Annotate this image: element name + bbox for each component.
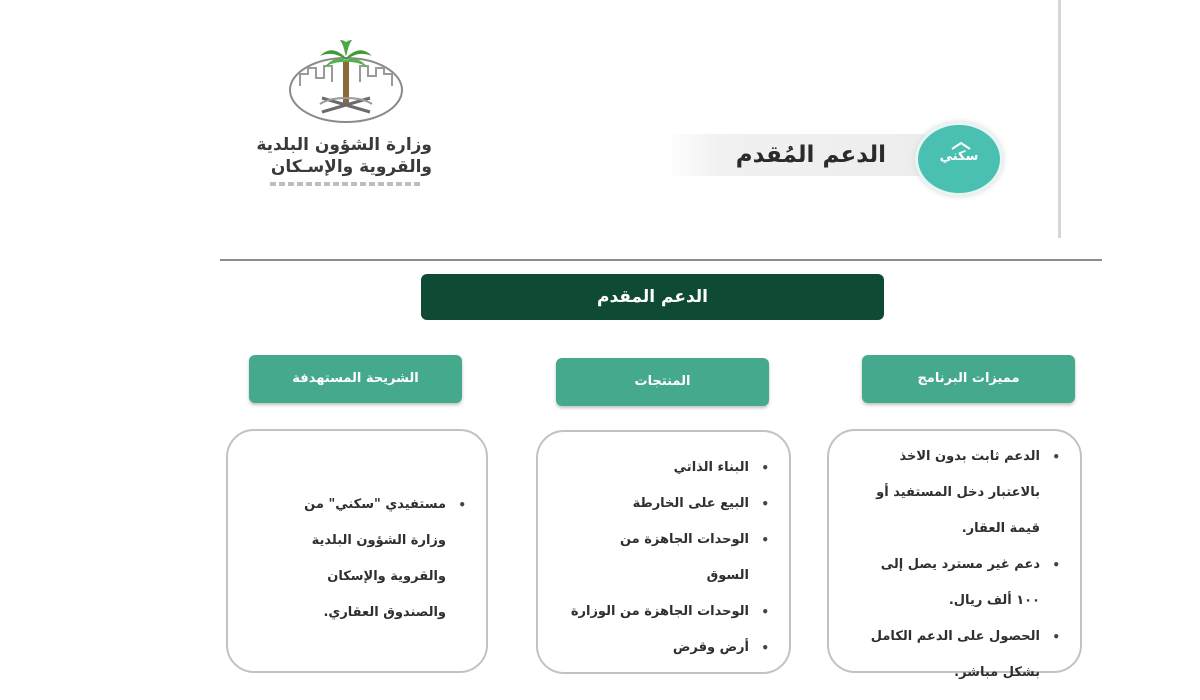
ministry-name-line1: وزارة الشؤون البلدية	[256, 135, 432, 155]
ministry-logo	[256, 38, 440, 193]
page-title: الدعم المُقدم	[735, 142, 886, 168]
list-item-continuation	[538, 558, 771, 594]
list-item-text: الوحدات الجاهزة من	[619, 532, 749, 547]
ministry-name	[256, 134, 432, 178]
list-item	[829, 547, 1062, 583]
list-item	[538, 450, 771, 486]
ministry-english-subtitle	[270, 182, 422, 186]
list-item	[829, 439, 1062, 475]
list-item-text: وزارة الشؤون البلدية	[311, 533, 446, 548]
list-item-continuation	[829, 655, 1062, 691]
list-item-text: قيمة العقار.	[961, 521, 1040, 536]
list-item-text: بشكل مباشر.	[954, 665, 1040, 680]
list-item-continuation	[829, 583, 1062, 619]
list-item-text: الحصول على الدعم الكامل	[870, 629, 1040, 644]
category-products: المنتجات	[556, 358, 769, 406]
list-item-continuation	[228, 523, 468, 559]
palm-tree-city-emblem-icon	[286, 38, 406, 124]
ministry-name-line2: والقروية والإسـكان	[270, 157, 432, 177]
list-item-text: مستفيدي "سكني" من	[304, 497, 446, 512]
diagram-title: الدعم المقدم	[421, 274, 884, 320]
target-segment-box	[226, 429, 488, 673]
sakani-logo-text: سكني	[939, 149, 979, 164]
category-target-segment: الشريحة المستهدفة	[249, 355, 462, 403]
products-box	[536, 430, 791, 674]
list-item	[538, 522, 771, 558]
list-item-continuation	[228, 595, 468, 631]
list-item-text: أرض وقرض	[672, 640, 749, 655]
list-item-text: والقروية والإسكان	[327, 569, 446, 584]
list-item	[538, 630, 771, 666]
list-item-continuation	[829, 475, 1062, 511]
list-item-text: بالاعتبار دخل المستفيد أو	[876, 485, 1040, 500]
list-item-text: البيع على الخارطة	[632, 496, 749, 511]
list-item	[228, 487, 468, 523]
category-program-features: مميزات البرنامج	[862, 355, 1075, 403]
list-item	[829, 619, 1062, 655]
section-divider	[220, 259, 1102, 261]
list-item-text: السوق	[706, 568, 749, 583]
list-item-text: ١٠٠ ألف ريال.	[948, 593, 1040, 608]
list-item-continuation	[228, 559, 468, 595]
list-item-text: الوحدات الجاهزة من الوزارة	[570, 604, 749, 619]
list-item	[538, 594, 771, 630]
sakani-logo	[915, 122, 1003, 196]
list-item-text: البناء الذاتي	[673, 460, 749, 475]
program-features-box	[827, 429, 1082, 680]
list-item	[538, 486, 771, 522]
header-divider-vertical	[1058, 0, 1061, 238]
list-item-text: الدعم ثابت بدون الاخذ	[899, 449, 1040, 464]
list-item-continuation	[829, 511, 1062, 547]
list-item-text: والصندوق العقاري.	[323, 605, 446, 620]
list-item-text: دعم غير مسترد يصل إلى	[880, 557, 1040, 572]
